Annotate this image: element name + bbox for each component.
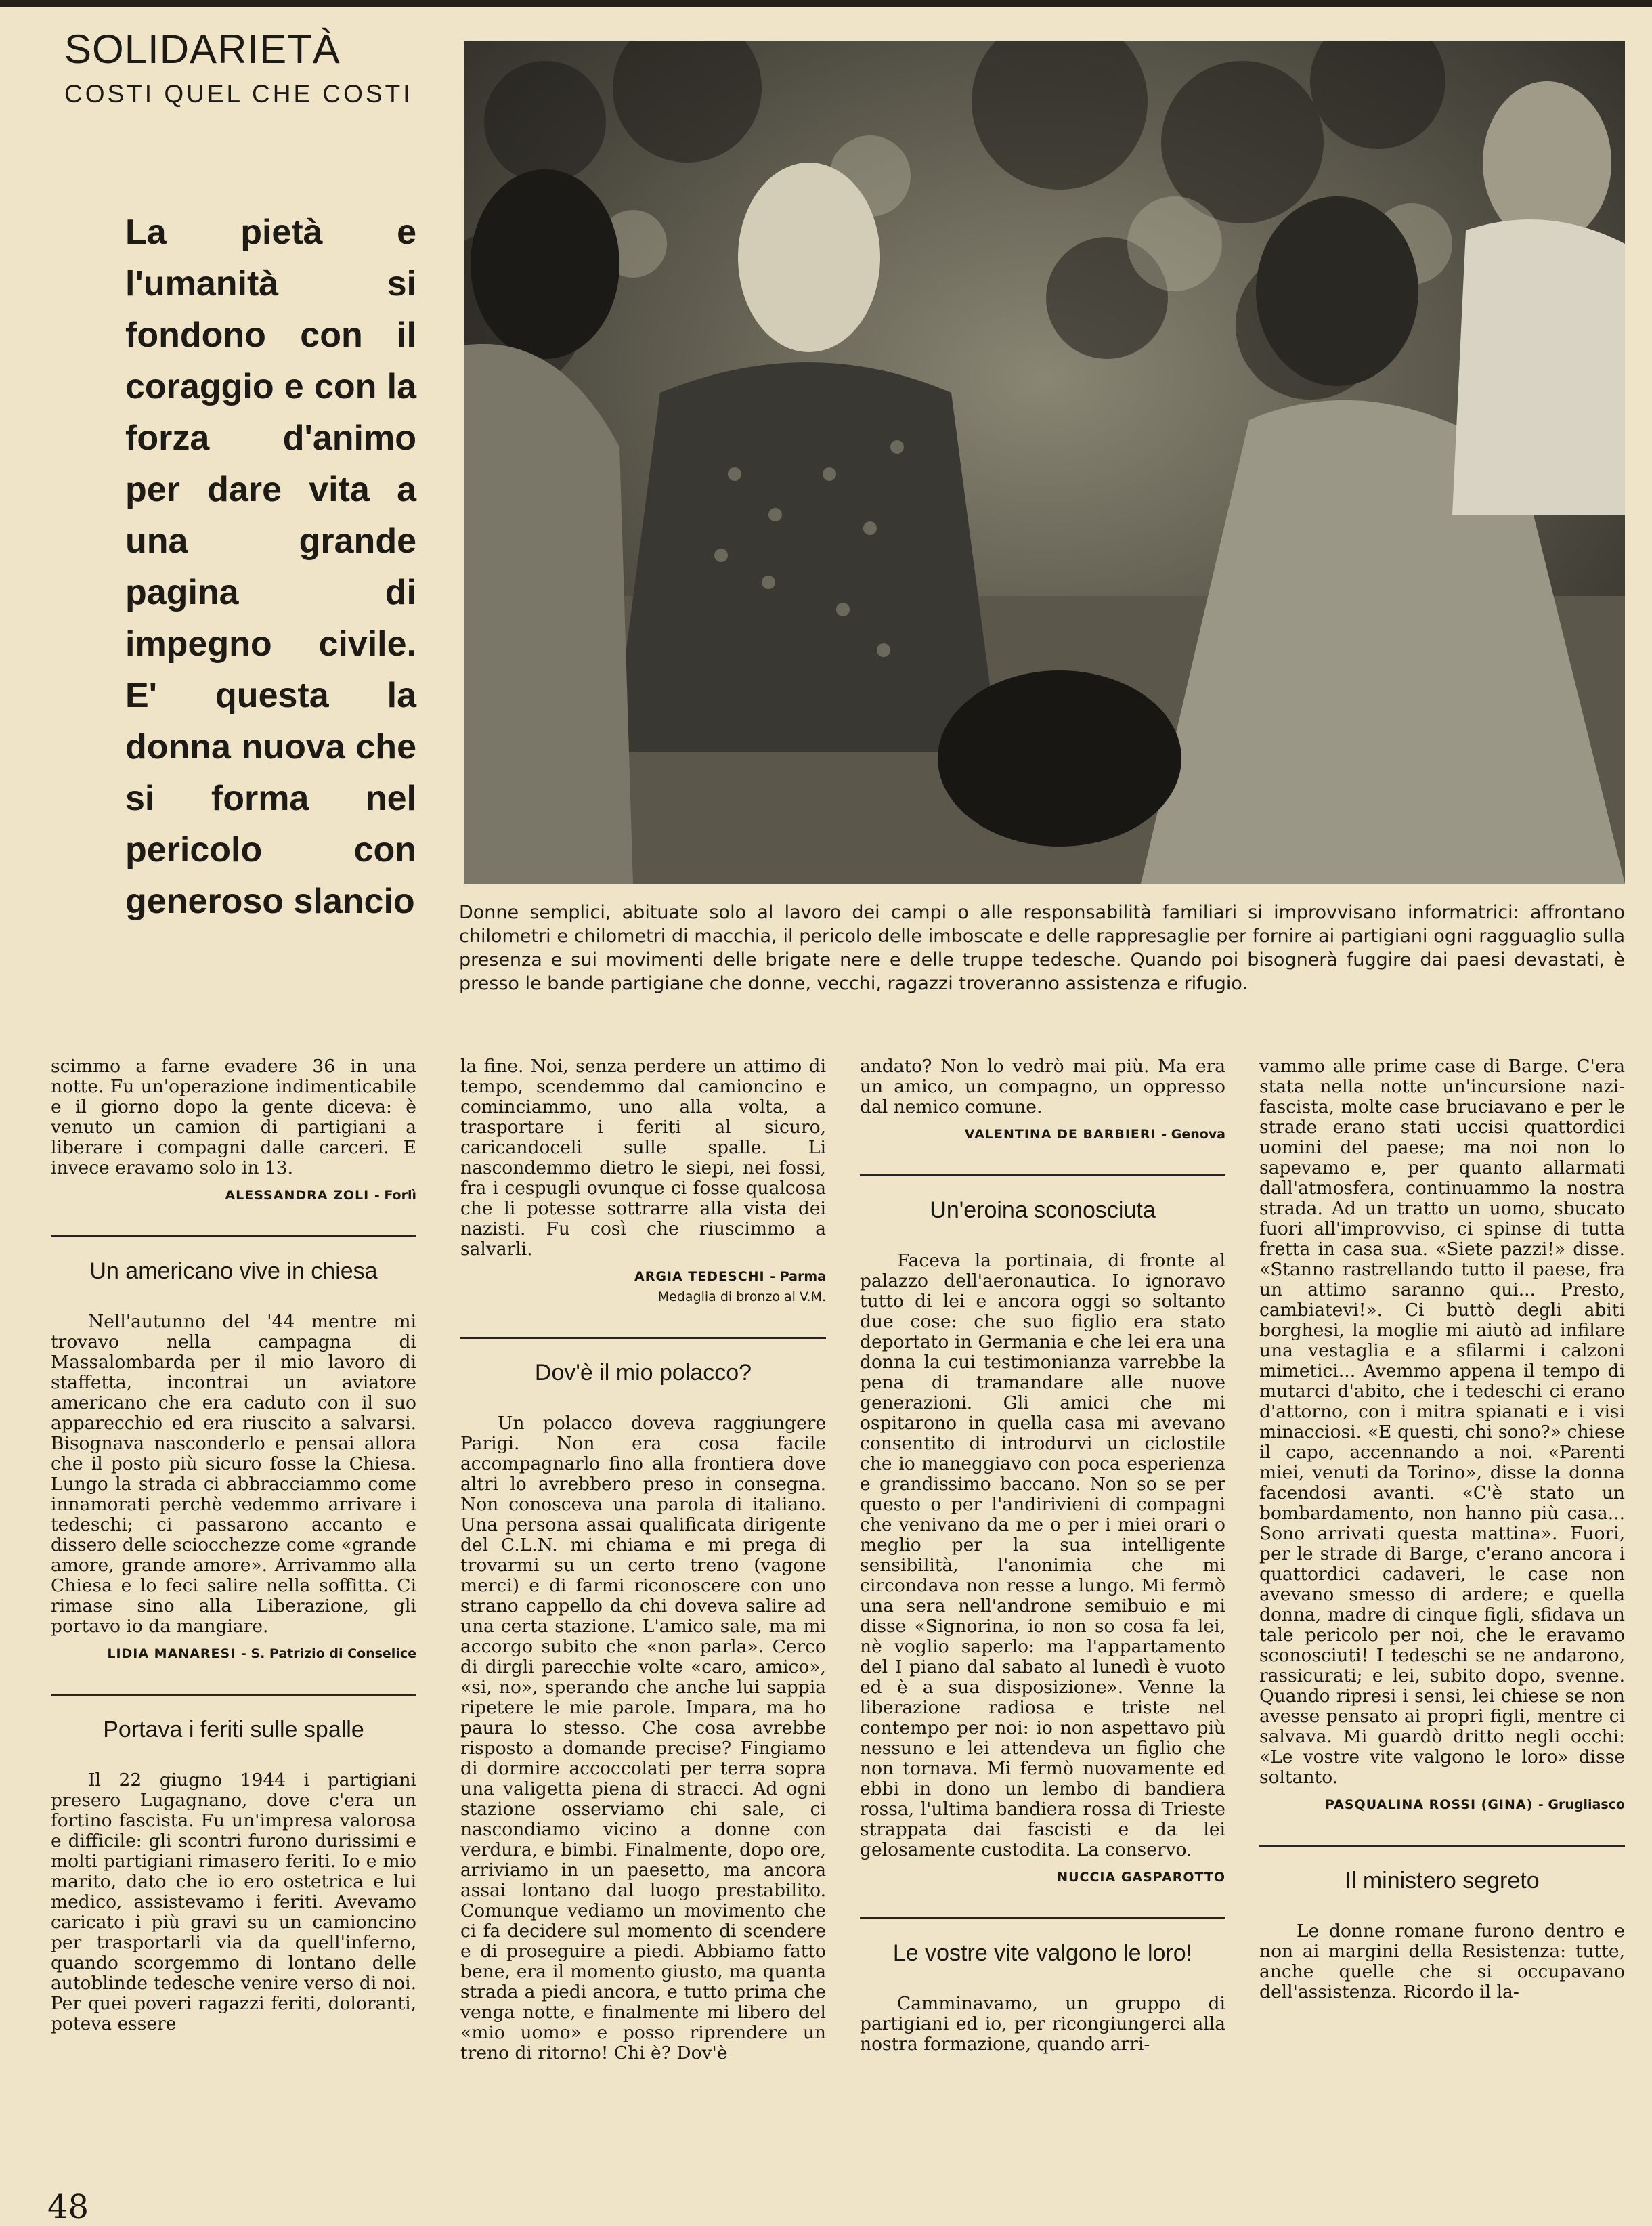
column-1 — [51, 1056, 416, 2167]
page-number: 48 — [47, 2188, 89, 2226]
column-3-continued-text: andato? Non lo vedrò mai più. Ma era un amico, un compagno, un oppresso dal nemico comune. — [860, 1056, 1225, 1117]
divider — [860, 1174, 1225, 1176]
divider — [460, 1337, 826, 1339]
author-signature: PASQUALINA ROSSI (GINA) - Grugliasco — [1324, 1797, 1625, 1812]
story-title: Dov'è il mio polacco? — [534, 1360, 752, 1386]
story-title: Le vostre vite valgono le loro! — [892, 1940, 1193, 1966]
column-2 — [460, 1056, 826, 2167]
author-signature: VALENTINA DE BARBIERI - Genova — [964, 1127, 1225, 1142]
divider — [1259, 1845, 1625, 1847]
story-title: Un'eroina sconosciuta — [930, 1197, 1156, 1223]
intro-text: La pietà e l'umanità si fondono con il coraggio e con la forza d'animo per dare vita a una grande pagina di impegno civile. E' questa la donna nuova che si forma nel pericolo con generoso slancio — [125, 213, 416, 921]
story-text: Un polacco doveva raggiungere Parigi. Non era cosa facile accompagnarlo fino alla frontiera dove altri lo avrebbero preso in consegna. Non conosceva una parola di italiano. Una persona assai qualificata dirigente del C.L.N. mi chiama e mi prega di trovarmi su un certo treno (vagone merci) e di farmi riconoscere con uno strano cappello da chi doveva salire ad una certa stazione. L'amico sale, ma mi accorgo subito che «non parla». Cerco di dirgli parecchie volte «caro, amico», «si, no», sperando che anche lui sappia ripetere le mie parole. Impara, ma ho paura lo stesso. Che cosa avrebbe risposto a domande precise? Fingiamo di dormire accoccolati per terra sopra una valigetta piena di stracci. Ad ogni stazione osserviamo chi sale, ci nascondiamo vicino a donne con verdura, e bimbi. Finalmente, dopo ore, arriviamo in un paesetto, ma ancora assai lontano dal luogo prestabilito. Comunque vediamo un movimento che ci fa decidere sul momento di scendere e di proseguire a piedi. Abbiamo fatto bene, era il momento giusto, ma quanta strada a piedi ancora, e tutto prima che venga notte, e finalmente mi libero del «mio uomo» e posso riprendere un treno di ritorno! Chi è? Dov'è — [460, 1413, 826, 2063]
author-note: Medaglia di bronzo al V.M. — [657, 1289, 826, 1304]
author-signature: LIDIA MANARESI - S. Patrizio di Conselice — [107, 1646, 416, 1661]
photo-caption: Donne semplici, abituate solo al lavoro dei campi o alle responsabilità familiari si improvvisano informatrici: affrontano chilometri e chilometri di macchia, il pericolo delle imboscate e delle rappresaglie per fornire ai partigiani ogni ragguaglio sulla presenza e sui movimenti delle brigate nere e delle truppe tedesche. Quando poi bisognerà fuggire dai paesi devastati, è presso le bande partigiane che donne, vecchi, ragazzi troveranno assistenza e rifugio. — [459, 902, 1625, 994]
divider — [860, 1917, 1225, 1919]
author-signature: ALESSANDRA ZOLI - Forlì — [225, 1188, 416, 1203]
divider — [51, 1694, 416, 1696]
story-text: Camminavamo, un gruppo di partigiani ed io, per ricongiungerci alla nostra formazione, quando arri- — [860, 1993, 1225, 2055]
author-signature: NUCCIA GASPAROTTO — [1057, 1870, 1225, 1885]
story-text: Faceva la portinaia, di fronte al palazzo dell'aeronautica. Io ignoravo tutto di lei e ancora oggi so soltanto due cose: che suo figlio era stato deportato in Germania e che lei era una donna la cui testimonianza varrebbe la pena di tramandare alle nuove generazioni. Gli amici che mi ospitarono in quella casa mi avevano consentito di introdurvi un ciclostile che io maneggiavo con poca esperienza e grandissimo baccano. Non so se per questo o per l'andirivieni di compagni che venivano da me o per i miei orari o meglio per la sua intelligente sensibilità, l'anonimia che mi circondava non resse a lungo. Mi fermò una sera nell'androne semibuio e mi disse «Signorina, io non so cosa fa lei, nè voglio saperlo: ma l'appartamento del I piano dal sabato al lunedì è vuoto ed è a sua disposizione». Venne la liberazione radiosa e triste nel contempo per noi: io non aspettavo più nessuno e lei attendeva un figlio che non tornava. Mi fermò nuovamente ed ebbi in dono un lembo di bandiera rossa, l'ultima bandiera rossa di Trieste strappata dai fascisti e da lei gelosamente custodita. La conservo. — [860, 1250, 1225, 1860]
story-title: Il ministero segreto — [1345, 1868, 1540, 1893]
divider — [51, 1235, 416, 1237]
top-border — [0, 0, 1652, 7]
section-title: SOLIDARIETÀ — [64, 26, 341, 72]
story-title: Un americano vive in chiesa — [89, 1258, 378, 1284]
column-3 — [860, 1056, 1225, 2167]
column-4 — [1259, 1056, 1625, 2167]
section-subtitle: COSTI QUEL CHE COSTI — [64, 80, 413, 108]
story-text: Il 22 giugno 1944 i partigiani presero Lugagnano, dove c'era un fortino fascista. Fu un'impresa valorosa e difficile: gli scontri furono durissimi e molti partigiani rimasero feriti. Io e mio marito, dato che io ero ostetrica e lui medico, assistevamo i feriti. Avevamo caricato i più gravi su un camioncino per trasportarli via da quell'inferno, quando scorgemmo di lontano delle autoblinde tedesche venire verso di noi. Per quei poveri ragazzi feriti, doloranti, poteva essere — [51, 1770, 416, 2034]
column-2-continued-text: la fine. Noi, senza perdere un attimo di tempo, scendemmo dal camioncino e cominciammo, uno alla volta, a trasportare i feriti al sicuro, caricandoceli sulle spalle. Li nascondemmo dietro le siepi, nei fossi, fra i cespugli ovunque ci fosse qualcosa che li potesse sottrarre alla vista dei nazisti. Fu così che riuscimmo a salvarli. — [460, 1056, 826, 1260]
story-text: Le donne romane furono dentro e non ai margini della Resistenza: tutte, anche quelle che si occupavano dell'assistenza. Ricordo il la- — [1259, 1921, 1625, 2003]
story-text: Nell'autunno del '44 mentre mi trovavo nella campagna di Massalombarda per il mio lavoro di staffetta, incontrai un aviatore americano che era caduto con il suo apparecchio ed era riuscito a salvarsi. Bisognava nasconderlo e pensai allora che il posto più sicuro fosse la Chiesa. Lungo la strada ci abbracciammo come innamorati perchè vedemmo arrivare i tedeschi; ci passarono accanto e dissero delle sciocchezze come «grande amore, grande amore». Arrivammo alla Chiesa e lo feci salire nella soffitta. Ci rimase sino alla Liberazione, gli portavo io da mangiare. — [51, 1311, 416, 1637]
story-title: Portava i feriti sulle spalle — [103, 1717, 364, 1742]
column-4-continued-text: vammo alle prime case di Barge. C'era stata nella notte un'incursione nazi-fascista, molte case bruciavano e per le strade erano stati uccisi quattordici uomini del paese; ma noi non lo sapevamo e, per quanto allarmati dall'atmosfera, continuammo la nostra strada. Ad un tratto un uomo, sbucato fuori all'improvviso, ci spinse di tutta fretta in casa sua. «Siete pazzi!» disse. «Stanno rastrellando tutto il paese, fra un attimo saranno qui... Presto, cambiatevi!». Ci buttò degli abiti borghesi, la moglie mi aiutò ad infilare una vestaglia e a sfilarmi i calzoni mimetici... Avemmo appena il tempo di mutarci d'abito, che i tedeschi ci erano d'attorno, con i mitra spianati e i visi minacciosi. «E questi, chi sono?» chiese il capo, accennando a noi. «Parenti miei, venuti da Torino», disse la donna facendosi avanti. «C'è stato un bombardamento, non hanno più casa... Sono arrivati questa mattina». Fuori, per le strade di Barge, c'erano ancora i quattordici cadaveri, le case non avevano smesso di ardere; e quella donna, madre di cinque figli, sfidava un tale pericolo per noi, che le eravamo sconosciuti! I tedeschi se ne andarono, rassicurati; e lei, subito dopo, svenne. Quando ripresi i sensi, lei chiese se non avesse pensato ai propri figli, mentre ci salvava. Mi guardò dritto negli occhi: «Le vostre vite valgono le loro» disse soltanto. — [1259, 1056, 1625, 1788]
column-1-continued-text: scimmo a farne evadere 36 in una notte. Fu un'operazione indimenticabile e il giorno dopo la gente diceva: è venuto un camion di partigiani a liberare i compagni dalle carceri. E invece eravamo solo in 13. — [51, 1056, 416, 1178]
author-signature: ARGIA TEDESCHI - Parma — [634, 1269, 826, 1284]
partisan-group-photo — [464, 41, 1625, 884]
